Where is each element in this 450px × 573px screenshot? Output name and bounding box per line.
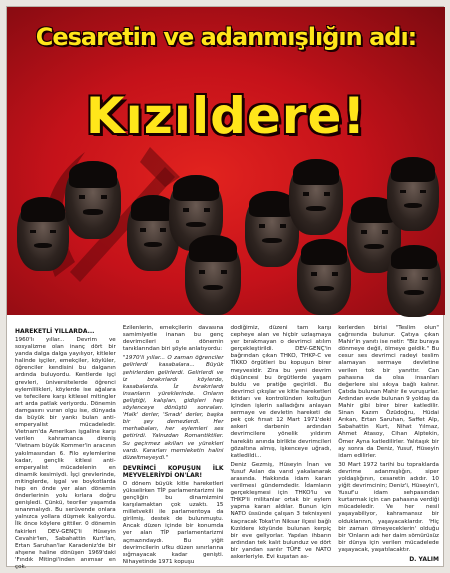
headline-line2: Kızıldere! (85, 87, 367, 145)
paragraph: kerlerden birisi "Teslim olun" çağrısında bulunur. Çatıya çıkan Mahir'in yanıtı ise netir: "Biz buraya dönmeye değil, ölmeye geldik." Bu cesur ses devrimci radeyi teslim alamayan sermaye devletine verilen tok bir yanıttır. Can pahasına da olsa insanları değerlere sisi sıkıya bağlı kalınır. Çatıda bulunan Mahir ile vuruşurlar. Ardından evde bulunan 9 yoldaş da Mahir gibi birer birer katledilir. Sinan Kazım Özüdoğru, Hüdai Arıkan, Ertan Saruhan, Saffet Alp, Sabahattin Kurt, Nihat Yılmaz, Ahmet Atasoy, Cihan Alptekin, Ömer Ayna katledilirler. Yalıtaşık bir ay sonra da Deniz, Yusuf, Hüseyin idam edilirler. (338, 325, 439, 459)
section-heading: DEVRİMCİ KOPUŞUN İLK MEYVELERİYDİ ON'LAR! (122, 464, 224, 479)
newspaper-page (6, 6, 444, 570)
paragraph: Deniz Gezmiş, Hüseyin İnan ve Yusuf Aslan da varıd yakalanarak arasında. Hakkında idam kararı verilmesi gündemdedir. İdamların gerçekleşmesi için THKO'lu ve THKP'li militanlar ortak bir eylem yapma kararı aldılar. Bunun için NATO üssünde çalışan 3 teknisyeni kaçıracak Tokat'ın Niksar ilçesi bağlı Kızıldere köyünde bulunan kerpiç bir eve geliyorlar. Yapılan ihbarın ardından tek kalıt bulunduz ve dört bir yandan sarılır TÜFE ve NATO askerleriyle. Evi kuşatan as- (230, 461, 332, 560)
portrait (185, 235, 241, 315)
article-column-3 (231, 325, 332, 565)
portrait (289, 159, 343, 235)
headline-line1: Cesaretin ve adanmışlığın adı: (35, 23, 417, 51)
author-signature: D. YALIM (409, 556, 439, 563)
article-column-2 (123, 325, 224, 565)
quote: "1970'li yıllar... O zaman öğrenciler gelirlerdi kasabalara... Büyük şehirlerden gelirlerdi. Gelirlerdi ve iz bırakırlardı köylerde, kasabalarda. İz bırakırlardı insanların yüreklerinde. Onların geliştiği, kalışları, gidişleri hep söylenceye dönüştü sonraları. 'Halk' derler, 'Sıradı' derler, başka bir şey demezlerdi. Her merhabaları, her eylemleri ses getirirdi. Yalnızdan Romantiktiler. Su geçirmez akılları ve yürekleri vardı. Kararları memleketin halini düzeltmeyeydi." (122, 355, 224, 461)
portrait (65, 161, 121, 239)
hero-banner (7, 7, 445, 315)
portrait (387, 245, 441, 317)
paragraph: dodiğimiz, düzeni tam karşı cepheye alan ve hiçbir uzlaşmaya yer bırakmayan o devrimci atılım gerçekleştirildi. DEV-GENÇ'in bağrından çıkan THKO, THKP-C ve TİKKO örgütleri bu kopuşun birer meyvesidir. Zira bu yeni devrim düşüncesi bu örgütlerde yaşam buldu ve pratiğe geçirildi. Bu devrimci çıkışlar ve kitle hareketleri iktidarı ve kontrolünden koltuğun içinden işlerin salladığını anlayan sermaye ve devletin hareketi de pek çok fırsat 12 Mart 1971'deki askeri darbenin ardından devrimcilere yönelik yıldırım harekâtı anında birlikte devrimcileri gözaltına almış, işkenceye uğradı, katledildi... (230, 325, 332, 459)
paragraph: 30 Mart 1972 tarihi bu topraklarda devrime adanmışlığın, siper yoldaşlığının, cesaretin adıdır. 10 yiğit devrimcinin; Deniz'i, Hüseyin'i, Yusuf'u idam sehpasından kurtarmak için can pahasına verdiği mücadeledir. Ve her nesil yaşayabiliyor, kahramansız bir olduklarının, yaşayacaklardır. 'Hiç bir zaman ölmeyeceklerin' olduğu bir 'Onların adı her daim sömürüsüz bir dünya için verilen mücadelede yaşayacak, yaşatılacaktır. (338, 461, 439, 553)
paragraph: O dönem büyük kitle hareketleri yükselirken TİP parlamentarizmi ile gençliğin bu dinamizmini karşılamaktan çok uzaktı. 15 milletvekili ile parlamentoya da girilmiş, destek de bulunmuştu. Ancak düzen içinde bir konumda yer alan TİP parlamentarizmi açmazındaydı. Bu yiğit devrimcilerin ufku düzen sınırlarına sığmayacak kadar genişti. Nihayetinde 1971 kopuşu (122, 480, 224, 565)
portrait-collage (7, 157, 445, 317)
portrait (297, 239, 351, 315)
paragraph: 1960'lı yıllar... Devrim ve sosyalizme olan inanç dört bir yanda dalga dalga yayılıyor, kitleler halinde işçiler, emekçiler, köylüler, öğrenciler kendisini bu dalganın ardında buluyordu. Kentlerde işçi grevleri, üniversitelerde öğrenci eylemlilikleri, köylerde ise ağalara ve tefecilere karşı kitlesel mitingler art arda patlak veriyordu. Dönemin damgasını vuran olgu ise, dünyada da büyük bir yankı bulan anti-emperyalist mücadeledir. Vietnam'da Amerikan işgaline karşı verilen kahramanca direniş 'Vietnam büyük Kommer'in aracının yakılmasından 6. Filo eylemlerine kadar, gençlik kitlesi anti-emperyalist mücadelenin en dinamik kesimiydi. İşçi grevlerinde, mitinglerde, işgal ve boykotlarda hep en önde yer alan dönemin önderlerinin yolu kırlara doğru genişledi. Çünkü, teoriler yaşamda sınanmalıydı. Bu serüvende onlara yalnızca yollara düşmek kalıyordu. İlk önce köylere gittiler. 0 dönemin fakirleri DEV-GENÇ'li Hüseyin Cevahir'len, Sabahattin Kurt'lan, Ertan Saruhan'lar Karadeniz'de bir ahşene haline dönüşen 1969'daki 'Fındık Mitingi'inden anımsar en çok. (15, 337, 116, 570)
article-body (15, 325, 439, 570)
article-column-1 (15, 325, 116, 570)
portrait (387, 157, 439, 231)
portrait (17, 197, 69, 271)
article-column-4 (338, 325, 439, 565)
paragraph: Ezilenlerin, emekçilerin davasına samimiyetle inanan bu genç devrimcileri o dönemin tanıklarından biri şöyle anlatıyordu: (122, 325, 224, 353)
section-heading: HAREKETLİ YILLARDA... (15, 328, 95, 335)
